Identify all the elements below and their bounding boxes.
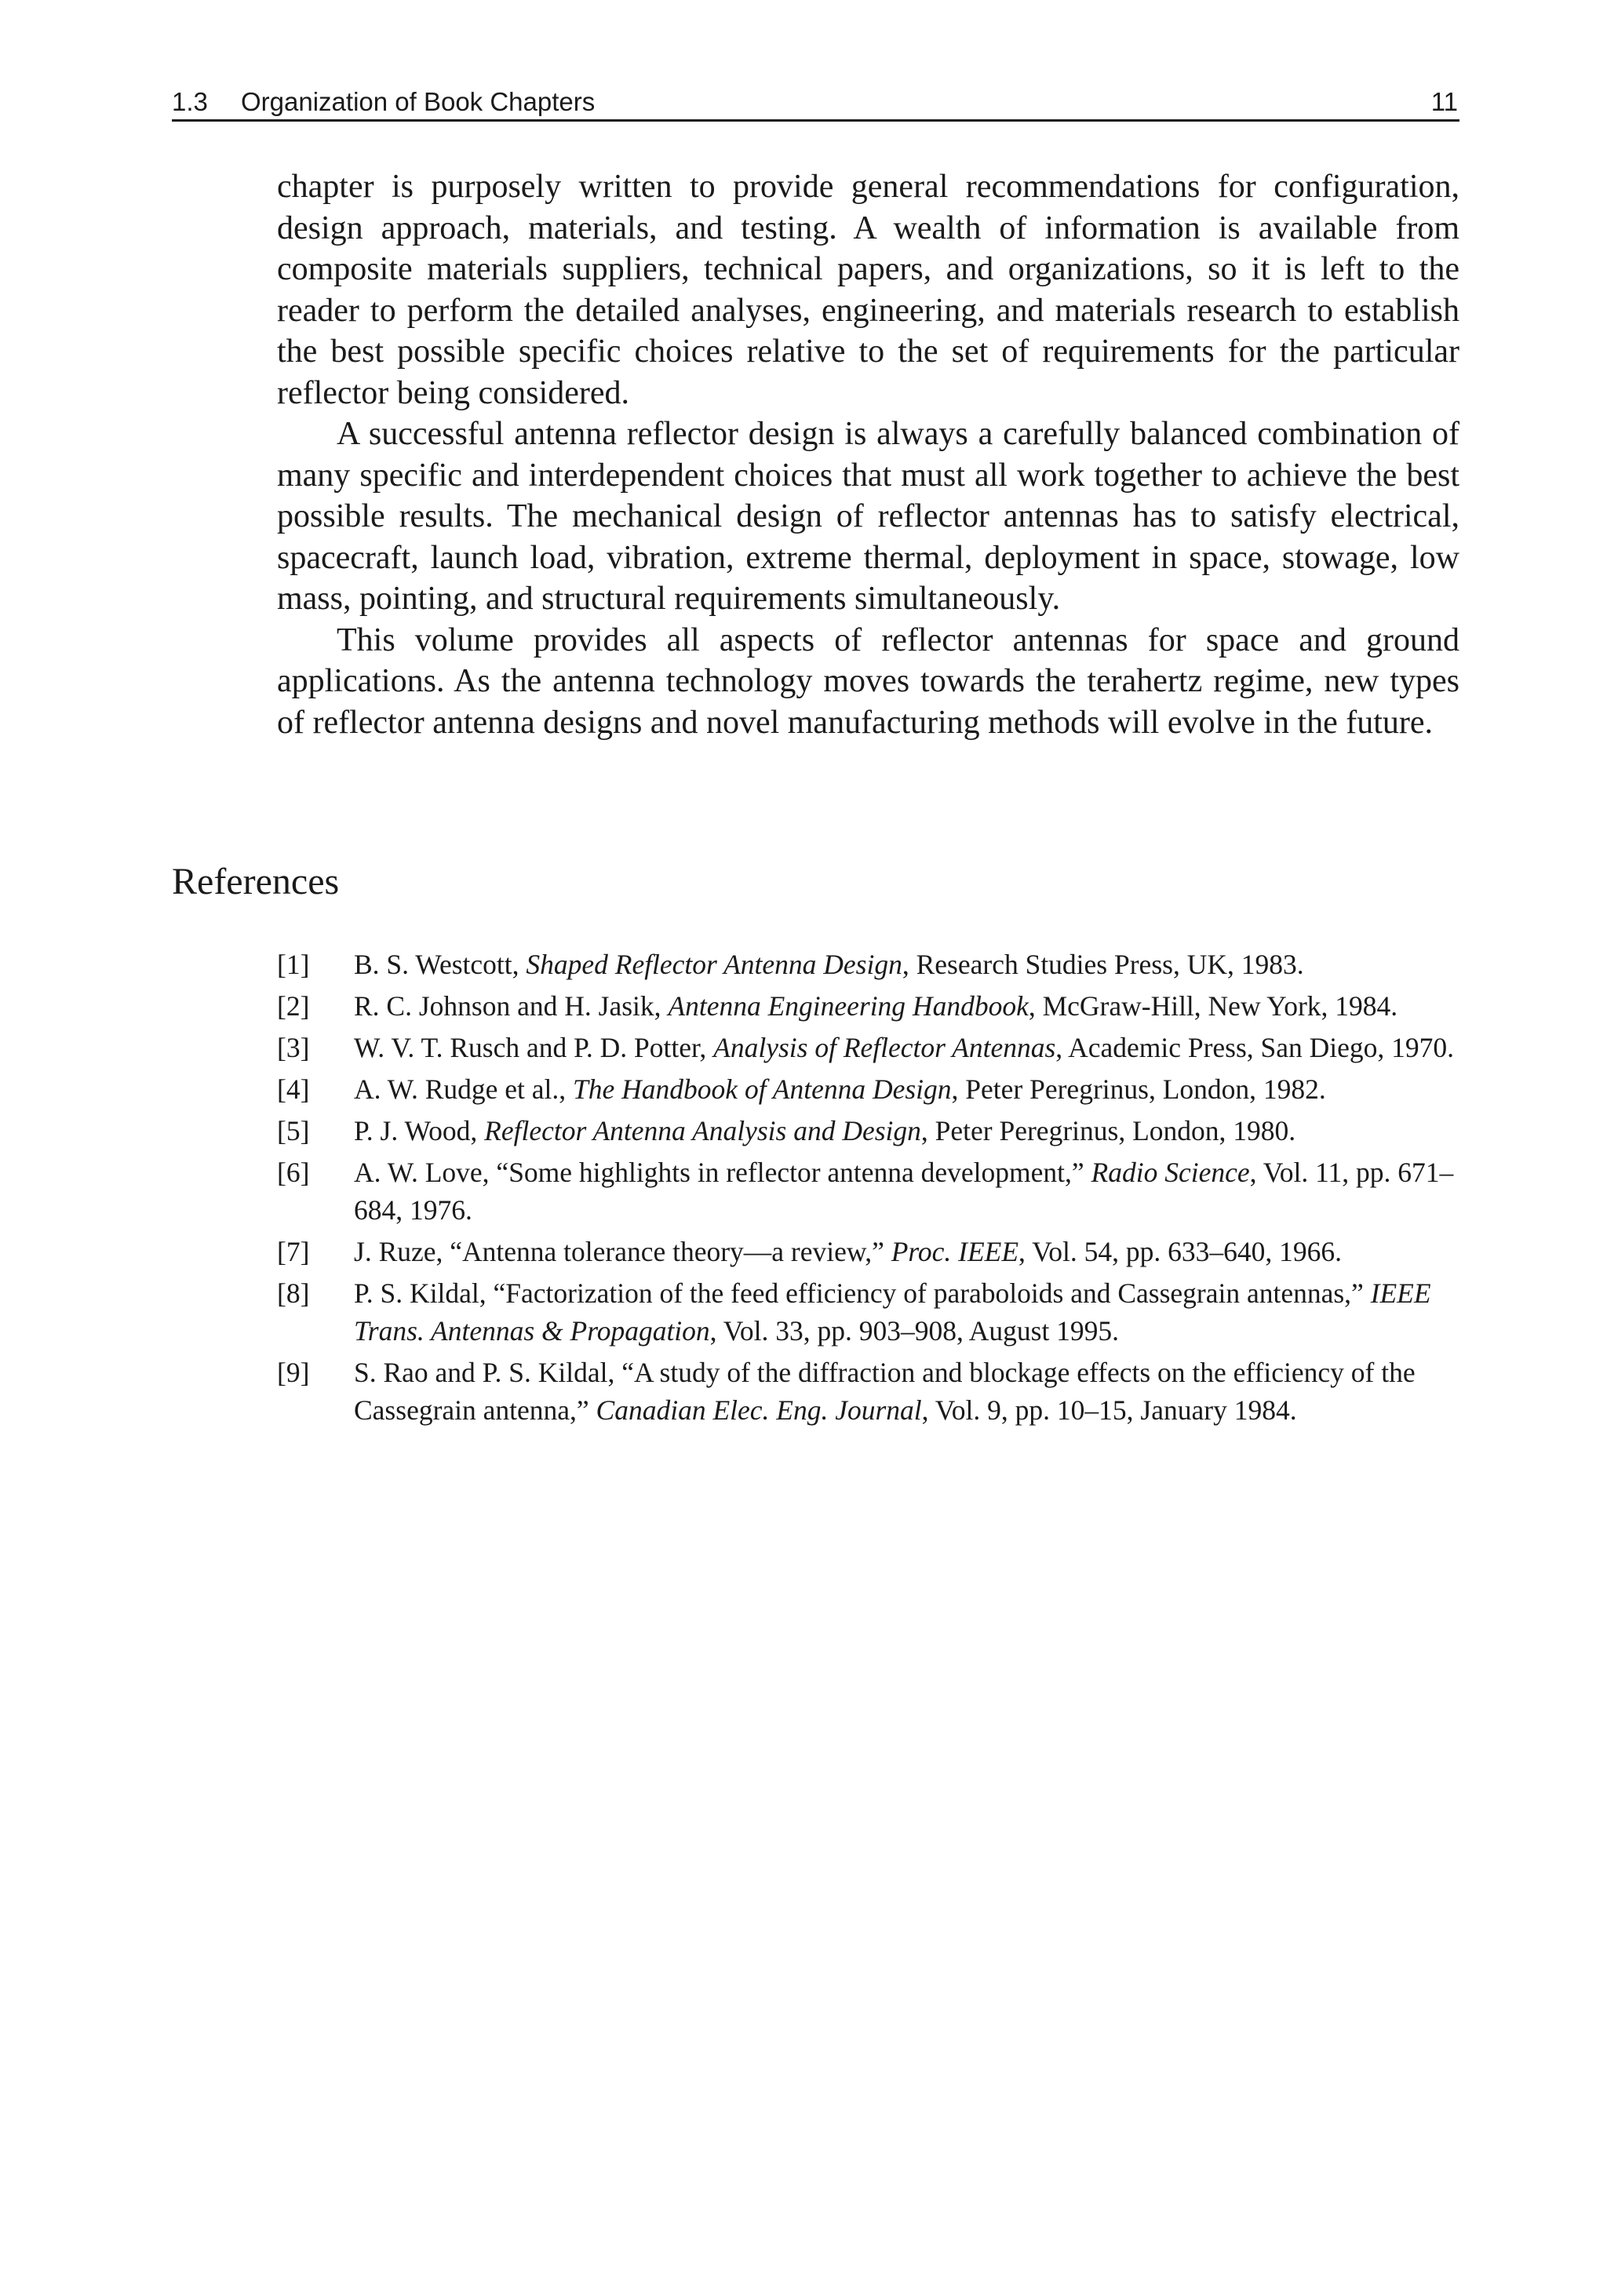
- reference-number: [4]: [277, 1073, 310, 1105]
- body-text: [277, 166, 1459, 743]
- reference-details: , Peter Peregrinus, London, 1982.: [951, 1073, 1326, 1105]
- reference-item: [277, 1029, 1459, 1066]
- paragraph-1: chapter is purposely written to provide general recommendations for configuration, design approach, materials, and testing. A wealth of information is available from composite materials suppliers, technical papers, and organizations, so it is left to the reader to perform the detailed analyses, engineering, and materials research to establish the best possible specific choices relative to the set of requirements for the particular reflector being considered.: [277, 169, 1459, 411]
- reference-text: [354, 949, 1304, 980]
- reference-text: [354, 1032, 1454, 1063]
- reference-number: [5]: [277, 1115, 310, 1146]
- reference-authors: A. W. Love, “Some highlights in reflector antenna development,”: [354, 1157, 1091, 1188]
- section-number: 1.3: [172, 87, 208, 116]
- paragraph-3: This volume provides all aspects of reflector antennas for space and ground applications. As the antenna technology moves towards the terahertz regime, new types of reflector antenna designs and novel manufacturing methods will evolve in the future.: [277, 621, 1459, 741]
- reference-item: [277, 1233, 1459, 1270]
- reference-title: IEEE Trans. Antennas & Propagation: [354, 1277, 1431, 1347]
- reference-authors: S. Rao and P. S. Kildal, “A study of the diffraction and blockage effects on the efficiency of the Cassegrain antenna,”: [354, 1357, 1416, 1426]
- reference-text: [354, 1277, 1431, 1347]
- reference-details: , Academic Press, San Diego, 1970.: [1055, 1032, 1455, 1063]
- reference-number: [1]: [277, 949, 310, 980]
- reference-list: [277, 946, 1459, 1433]
- reference-authors: W. V. T. Rusch and P. D. Potter,: [354, 1032, 714, 1063]
- reference-title: Radio Science: [1091, 1157, 1250, 1188]
- reference-item: [277, 1153, 1459, 1229]
- reference-authors: J. Ruze, “Antenna tolerance theory—a review,”: [354, 1236, 891, 1267]
- running-header: [172, 85, 1459, 122]
- reference-item: [277, 987, 1459, 1025]
- reference-title: Antenna Engineering Handbook: [668, 990, 1029, 1022]
- reference-details: , McGraw-Hill, New York, 1984.: [1028, 990, 1398, 1022]
- reference-item: [277, 1112, 1459, 1150]
- paragraph-2: A successful antenna reflector design is always a carefully balanced combination of many specific and interdependent choices that must all work together to achieve the best possible results. The mechanical design of reflector antennas has to satisfy electrical, spacecraft, launch load, vibration, extreme thermal, deployment in space, stowage, low mass, pointing, and structural requirements simultaneously.: [277, 416, 1459, 617]
- reference-title: Shaped Reflector Antenna Design: [526, 949, 902, 980]
- reference-authors: P. S. Kildal, “Factorization of the feed efficiency of paraboloids and Cassegrain antennas,”: [354, 1277, 1371, 1309]
- reference-item: [277, 1354, 1459, 1429]
- reference-details: , Vol. 54, pp. 633–640, 1966.: [1018, 1236, 1342, 1267]
- reference-number: [3]: [277, 1032, 310, 1063]
- reference-item: [277, 1274, 1459, 1350]
- reference-authors: B. S. Westcott,: [354, 949, 527, 980]
- reference-text: [354, 1115, 1295, 1146]
- reference-authors: R. C. Johnson and H. Jasik,: [354, 990, 669, 1022]
- reference-number: [2]: [277, 990, 310, 1022]
- reference-details: , Vol. 33, pp. 903–908, August 1995.: [709, 1315, 1120, 1347]
- reference-title: Analysis of Reflector Antennas: [713, 1032, 1056, 1063]
- reference-text: [354, 1236, 1342, 1267]
- reference-authors: P. J. Wood,: [354, 1115, 485, 1146]
- section-title: Organization of Book Chapters: [241, 87, 596, 116]
- reference-details: , Research Studies Press, UK, 1983.: [902, 949, 1304, 980]
- reference-text: [354, 1073, 1326, 1105]
- reference-title: Proc. IEEE: [891, 1236, 1019, 1267]
- reference-authors: A. W. Rudge et al.,: [354, 1073, 574, 1105]
- reference-number: [6]: [277, 1157, 310, 1188]
- reference-title: Canadian Elec. Eng. Journal: [596, 1394, 922, 1426]
- reference-item: [277, 1070, 1459, 1108]
- page-number: 11: [1430, 87, 1458, 116]
- reference-text: [354, 990, 1397, 1022]
- reference-text: [354, 1157, 1453, 1226]
- reference-number: [8]: [277, 1277, 310, 1309]
- references-heading: References: [172, 861, 340, 902]
- reference-details: , Vol. 9, pp. 10–15, January 1984.: [921, 1394, 1297, 1426]
- reference-item: [277, 946, 1459, 983]
- reference-number: [9]: [277, 1357, 310, 1388]
- reference-title: Reflector Antenna Analysis and Design: [484, 1115, 921, 1146]
- reference-title: The Handbook of Antenna Design: [573, 1073, 952, 1105]
- reference-details: , Peter Peregrinus, London, 1980.: [920, 1115, 1296, 1146]
- reference-text: [354, 1357, 1416, 1426]
- reference-details: , Vol. 11, pp. 671–684, 1976.: [354, 1157, 1454, 1226]
- reference-number: [7]: [277, 1236, 310, 1267]
